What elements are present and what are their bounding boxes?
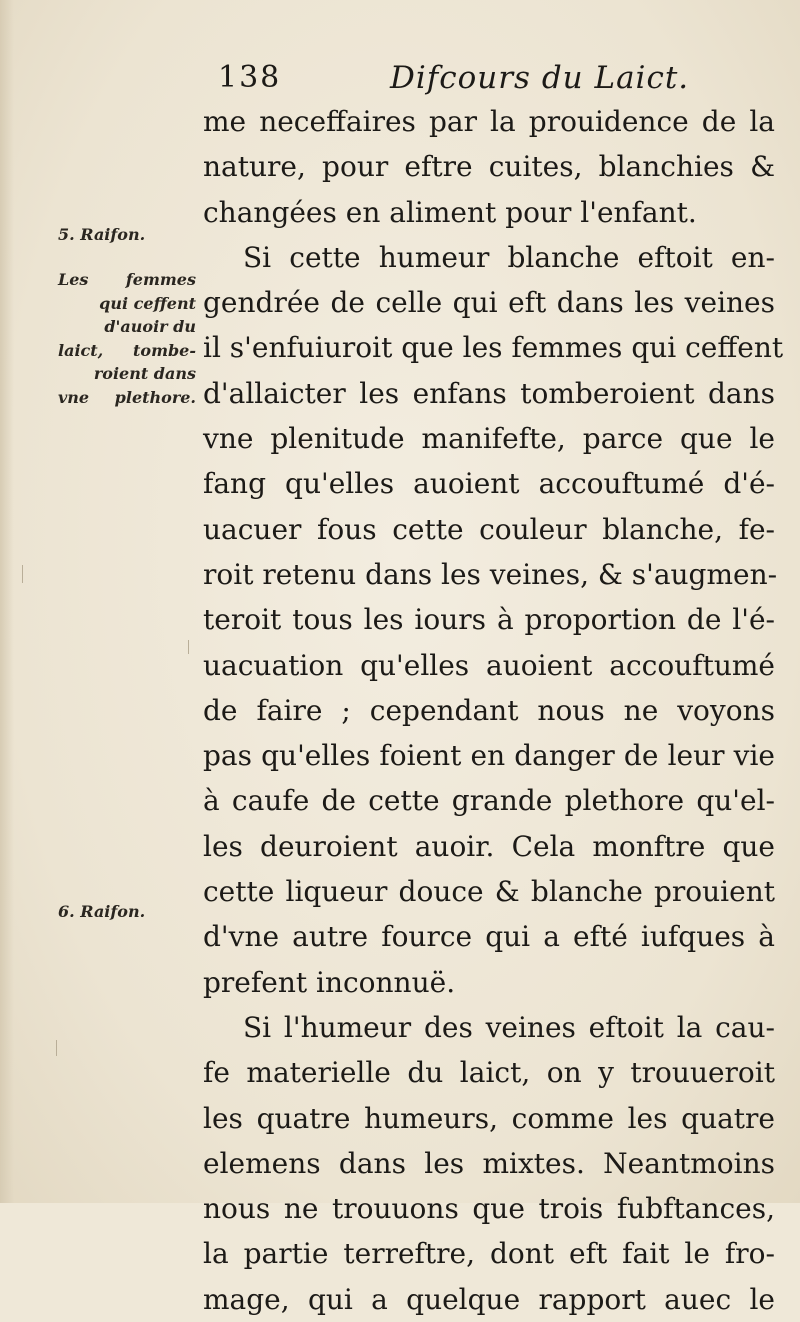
text-line: elemens dans les mixtes. Neantmoins [203, 1146, 775, 1180]
sidenote-line: Les femmes [58, 270, 196, 289]
sidenote-line: vne plethore. [58, 387, 196, 407]
text-line: gendrée de celle qui eft dans les veines [203, 286, 775, 320]
sidenote-line: qui ceffent [99, 293, 196, 313]
text-line: il s'enfuiuroit que les femmes qui ceffent [203, 331, 784, 365]
spine-shadow [0, 0, 14, 1203]
sidenote-line: d'auoir du [104, 317, 196, 336]
text-line: de faire ; cependant nous ne voyons [203, 693, 775, 727]
text-line: teroit tous les iours à proportion de l'é- [203, 603, 775, 637]
text-line: d'allaicter les enfans tomberoient dans [203, 376, 775, 410]
text-line: changées en aliment pour l'enfant. [203, 195, 697, 229]
text-line: fe materielle du laict, on y trouueroit [203, 1056, 775, 1090]
margin-mark [56, 1040, 57, 1056]
text-line: à caufe de cette grande plethore qu'el- [203, 784, 775, 818]
sidenote-line: laict, tombe- [58, 340, 196, 360]
page-header [214, 50, 774, 94]
sidenote-plethora [58, 268, 196, 409]
text-line: nature, pour eftre cuites, blanchies & [203, 150, 775, 184]
running-title: Difcours du Laict. [390, 60, 690, 96]
text-line: les quatre humeurs, comme les quatre [203, 1101, 775, 1135]
text-line: nous ne trouuons que trois fubftances, [203, 1192, 775, 1226]
text-line: cette liqueur douce & blanche prouient [203, 875, 775, 909]
text-line: prefent inconnuë. [203, 965, 456, 999]
text-line: fang qu'elles auoient accouftumé d'é- [203, 467, 775, 501]
margin-mark [188, 640, 189, 654]
page-number: 138 [218, 60, 282, 95]
sidenote-line: roient dans [93, 364, 196, 383]
text-line: les deuroient auoir. Cela monftre que [203, 829, 775, 863]
text-line: d'vne autre fource qui a efté iufques à [203, 920, 775, 954]
text-line: la partie terreftre, dont eft fait le fro- [203, 1237, 775, 1271]
sidenote-sixth-reason [58, 900, 196, 924]
text-line: Si l'humeur des veines eftoit la cau- [243, 1010, 775, 1044]
text-line: uacuation qu'elles auoient accouftumé [203, 648, 775, 682]
text-line: vne plenitude manifefte, parce que le [203, 422, 775, 456]
sidenote-fifth-reason [58, 223, 196, 247]
text-line: uacuer fous cette couleur blanche, fe- [203, 512, 775, 546]
text-line: mage, qui a quelque rapport auec le [203, 1282, 775, 1316]
sidenote-line: 5. Raifon. [58, 225, 146, 244]
margin-mark [22, 565, 23, 583]
sidenote-line: 6. Raifon. [58, 902, 146, 921]
text-line: Si cette humeur blanche eftoit en- [243, 240, 775, 274]
text-line: roit retenu dans les veines, & s'augmen- [203, 557, 778, 591]
body-text [203, 99, 784, 1322]
text-line: pas qu'elles foient en danger de leur vie [203, 739, 775, 773]
text-line: me neceffaires par la prouidence de la [203, 105, 775, 138]
